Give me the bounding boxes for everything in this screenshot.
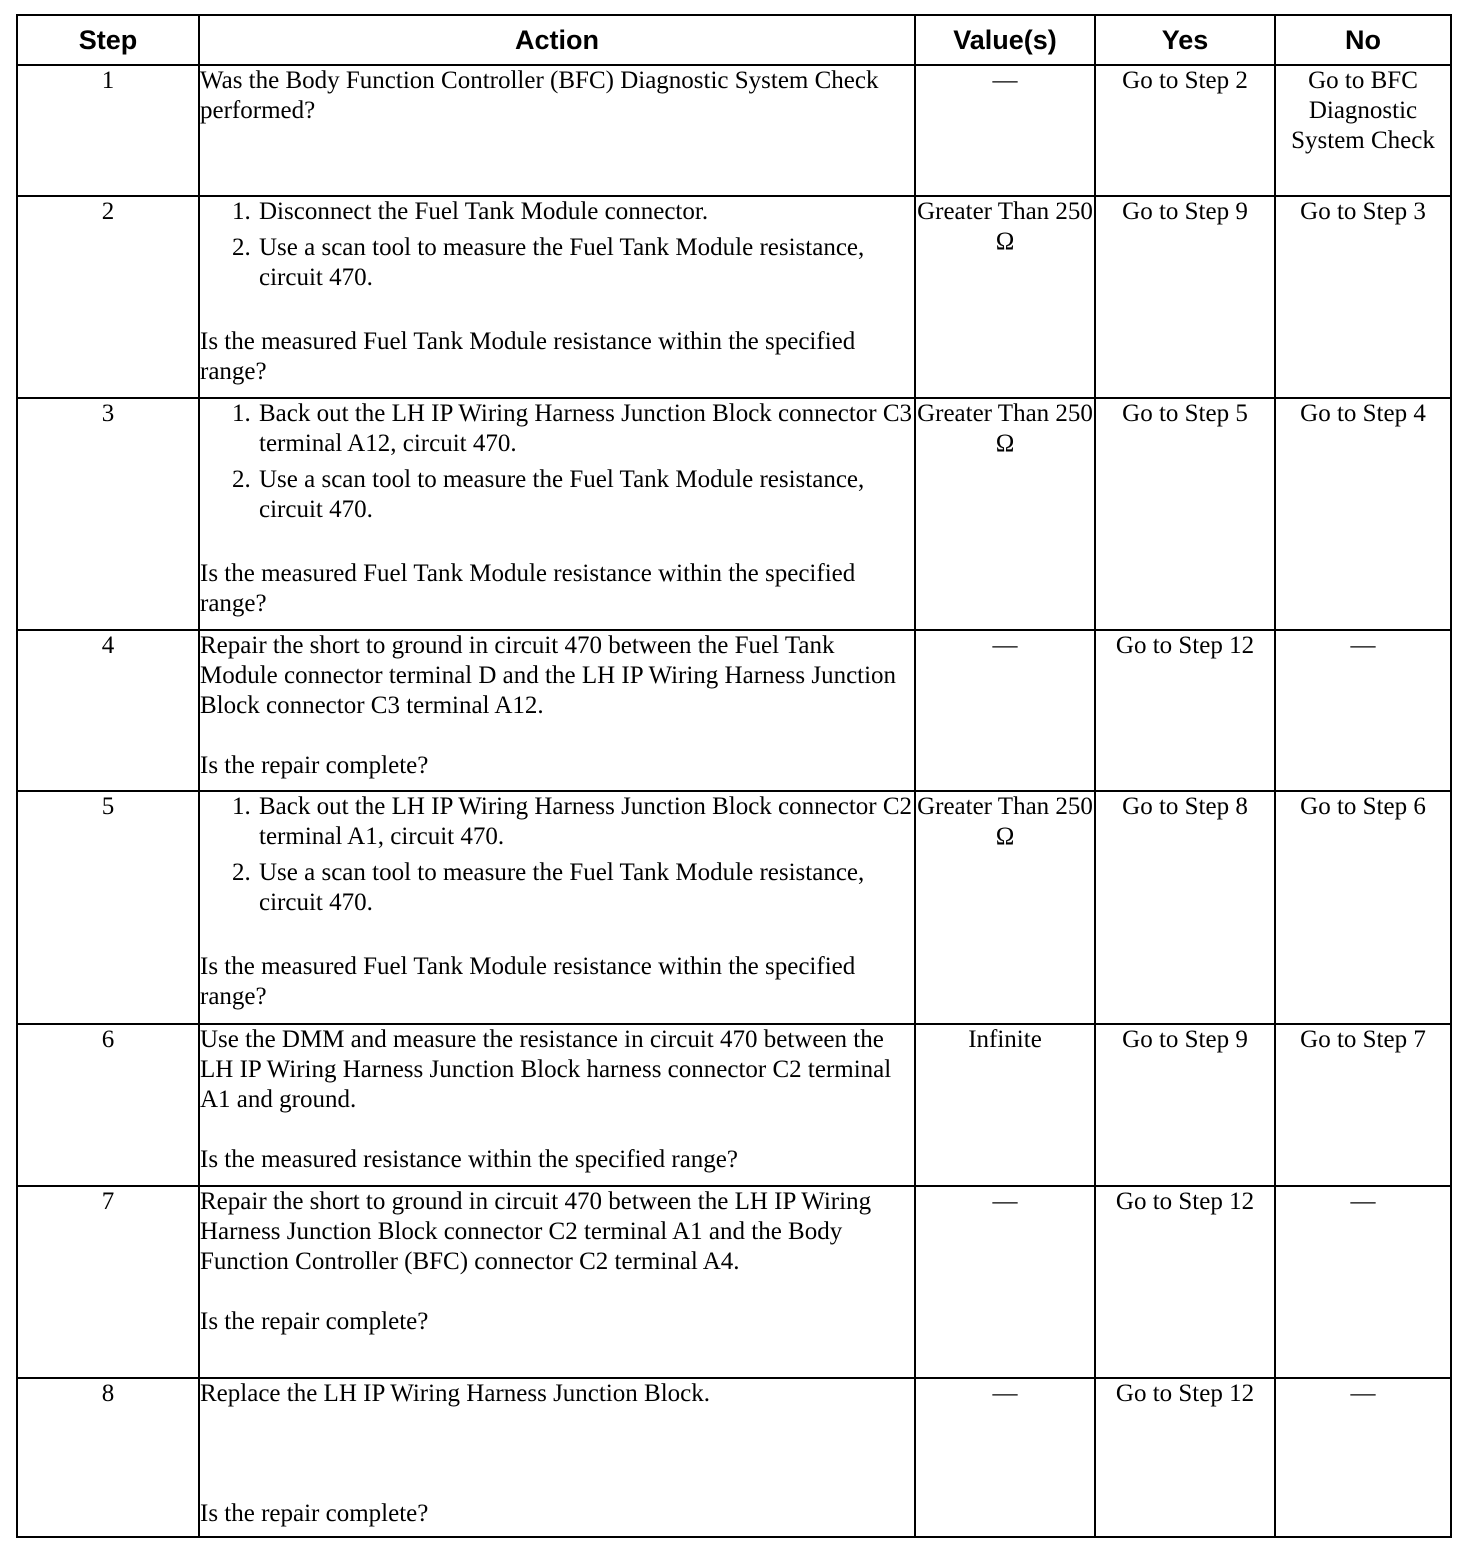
no-cell: —: [1275, 630, 1451, 791]
action-cell: [199, 1378, 915, 1537]
action-cell: [199, 791, 915, 1024]
no-cell: Go to BFC Diagnostic System Check: [1275, 65, 1451, 196]
action-question: Was the Body Function Controller (BFC) Diagnostic System Check performed?: [200, 67, 879, 124]
action-step-item: 2. Use a scan tool to measure the Fuel Tank Module resistance, circuit 470.: [257, 233, 914, 293]
step-number: 4: [17, 630, 199, 791]
no-cell: —: [1275, 1378, 1451, 1537]
action-step-item: 2. Use a scan tool to measure the Fuel Tank Module resistance, circuit 470.: [257, 858, 914, 918]
value-cell: Infinite: [915, 1024, 1095, 1186]
action-cell: [199, 398, 915, 630]
action-statement: Replace the LH IP Wiring Harness Junction Block.: [200, 1380, 710, 1407]
action-steps: [200, 792, 914, 918]
table-row: [17, 1186, 1451, 1378]
header-values: Value(s): [915, 15, 1095, 65]
yes-cell: Go to Step 9: [1095, 196, 1275, 398]
yes-cell: Go to Step 8: [1095, 791, 1275, 1024]
yes-cell: Go to Step 9: [1095, 1024, 1275, 1186]
header-action: Action: [199, 15, 915, 65]
action-steps: [200, 197, 914, 293]
step-number: 5: [17, 791, 199, 1024]
table-row: [17, 1378, 1451, 1537]
yes-cell: Go to Step 12: [1095, 1186, 1275, 1378]
action-question: Is the repair complete?: [200, 1500, 429, 1527]
value-cell: —: [915, 630, 1095, 791]
action-question: Is the measured Fuel Tank Module resistance within the specified range?: [200, 560, 856, 617]
header-row: [17, 15, 1451, 65]
action-statement: Use the DMM and measure the resistance in circuit 470 between the LH IP Wiring Harness Junction Block harness connector C2 terminal A1 and ground.: [200, 1026, 892, 1113]
action-cell: [199, 630, 915, 791]
no-cell: Go to Step 6: [1275, 791, 1451, 1024]
value-cell: —: [915, 65, 1095, 196]
action-cell: [199, 196, 915, 398]
table-row: [17, 398, 1451, 630]
step-number: 8: [17, 1378, 199, 1537]
step-number: 1: [17, 65, 199, 196]
value-cell: Greater Than 250 Ω: [915, 398, 1095, 630]
table-row: [17, 1024, 1451, 1186]
diagnostic-table: [16, 14, 1452, 1538]
step-number: 6: [17, 1024, 199, 1186]
value-cell: —: [915, 1378, 1095, 1537]
table-row: [17, 196, 1451, 398]
table-row: [17, 630, 1451, 791]
yes-cell: Go to Step 5: [1095, 398, 1275, 630]
no-cell: Go to Step 4: [1275, 398, 1451, 630]
action-step-item: 1. Back out the LH IP Wiring Harness Junction Block connector C2 terminal A1, circuit 470.: [257, 792, 914, 852]
action-cell: [199, 65, 915, 196]
table-row: [17, 65, 1451, 196]
step-number: 3: [17, 398, 199, 630]
value-cell: Greater Than 250 Ω: [915, 196, 1095, 398]
yes-cell: Go to Step 12: [1095, 1378, 1275, 1537]
action-cell: [199, 1186, 915, 1378]
action-question: Is the repair complete?: [200, 1308, 429, 1335]
spacer: [200, 1409, 914, 1499]
yes-cell: Go to Step 12: [1095, 630, 1275, 791]
value-cell: Greater Than 250 Ω: [915, 791, 1095, 1024]
action-steps: [200, 399, 914, 525]
action-cell: [199, 1024, 915, 1186]
action-statement: Repair the short to ground in circuit 470 between the Fuel Tank Module connector terminal D and the LH IP Wiring Harness Junction Block connector C3 terminal A12.: [200, 632, 897, 719]
step-number: 2: [17, 196, 199, 398]
action-step-item: 1. Back out the LH IP Wiring Harness Junction Block connector C3 terminal A12, circuit 470.: [257, 399, 914, 459]
header-no: No: [1275, 15, 1451, 65]
yes-cell: Go to Step 2: [1095, 65, 1275, 196]
header-step: Step: [17, 15, 199, 65]
no-cell: —: [1275, 1186, 1451, 1378]
action-question: Is the repair complete?: [200, 752, 429, 779]
action-step-item: 1. Disconnect the Fuel Tank Module connector.: [257, 197, 914, 227]
table-row: [17, 791, 1451, 1024]
header-yes: Yes: [1095, 15, 1275, 65]
action-step-item: 2. Use a scan tool to measure the Fuel Tank Module resistance, circuit 470.: [257, 465, 914, 525]
value-cell: —: [915, 1186, 1095, 1378]
no-cell: Go to Step 7: [1275, 1024, 1451, 1186]
no-cell: Go to Step 3: [1275, 196, 1451, 398]
action-question: Is the measured Fuel Tank Module resistance within the specified range?: [200, 953, 856, 1010]
action-question: Is the measured resistance within the specified range?: [200, 1146, 738, 1173]
step-number: 7: [17, 1186, 199, 1378]
action-statement: Repair the short to ground in circuit 470 between the LH IP Wiring Harness Junction Block connector C2 terminal A1 and the Body Function Controller (BFC) connector C2 terminal A4.: [200, 1188, 872, 1275]
action-question: Is the measured Fuel Tank Module resistance within the specified range?: [200, 328, 856, 385]
